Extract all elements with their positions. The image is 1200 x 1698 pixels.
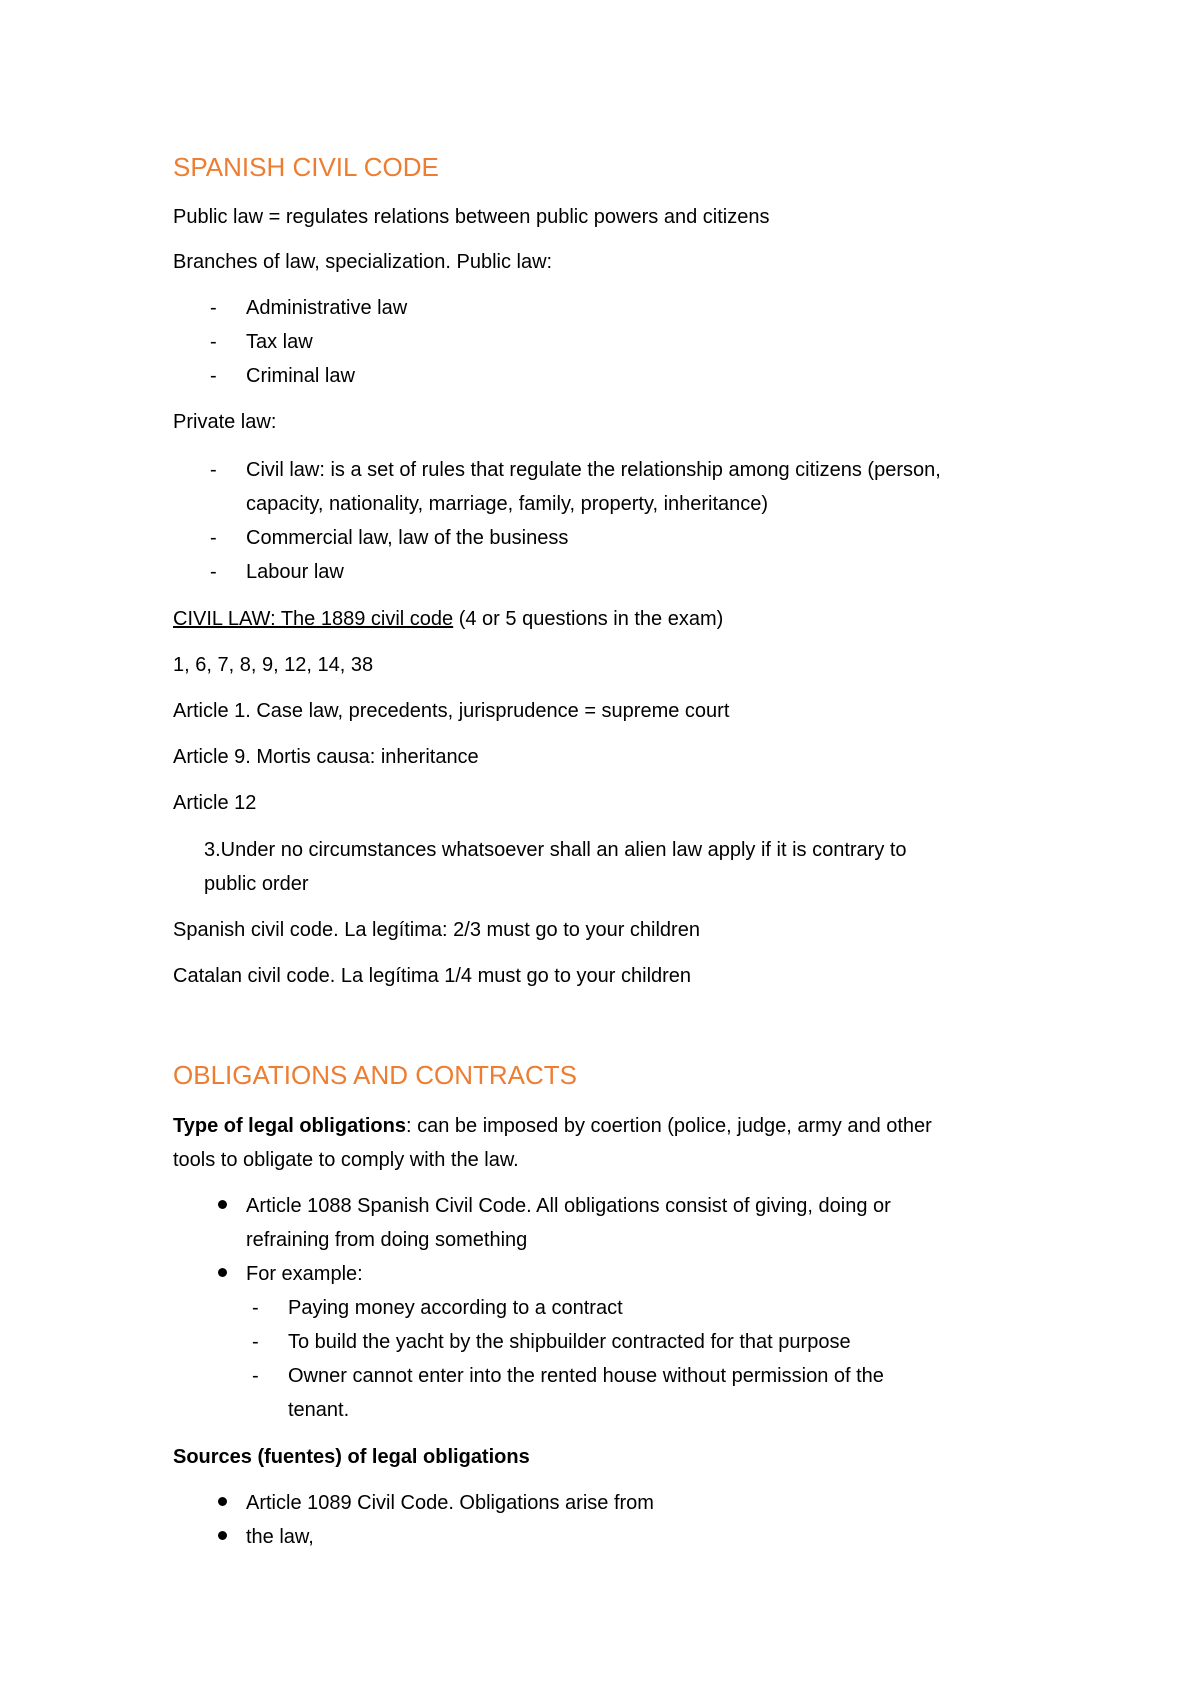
- type-of-obligations: [173, 1116, 932, 1136]
- bullet-icon: [218, 1531, 227, 1540]
- bullet-for-example: For example:: [246, 1263, 363, 1285]
- list-item-labour-law: Labour law: [246, 561, 344, 583]
- list-dash: -: [252, 1331, 259, 1353]
- list-item-civil-law-cont: capacity, nationality, marriage, family, property, inheritance): [246, 493, 769, 515]
- type-of-obligations-cont: tools to obligate to comply with the law.: [173, 1149, 519, 1171]
- list-item: Criminal law: [246, 365, 355, 387]
- article-9: Article 9. Mortis causa: inheritance: [173, 746, 479, 768]
- article-12-text-cont: public order: [204, 873, 309, 895]
- bullet-article-1089: Article 1089 Civil Code. Obligations arise from: [246, 1492, 654, 1514]
- example-item-cont: tenant.: [288, 1399, 350, 1421]
- branches-of-law: Branches of law, specialization. Public law:: [173, 251, 553, 273]
- list-dash: -: [210, 331, 217, 353]
- section-heading-spanish-civil-code: SPANISH CIVIL CODE: [173, 152, 439, 182]
- list-item-commercial-law: Commercial law, law of the business: [246, 527, 569, 549]
- article-1: Article 1. Case law, precedents, jurisprudence = supreme court: [173, 700, 730, 722]
- list-dash: -: [210, 561, 217, 583]
- catalan-legitima: Catalan civil code. La legítima 1/4 must go to your children: [173, 965, 692, 987]
- article-12-text: 3.Under no circumstances whatsoever shall an alien law apply if it is contrary to: [204, 839, 907, 861]
- list-item-civil-law: Civil law: is a set of rules that regulate the relationship among citizens (person,: [246, 459, 941, 481]
- bullet-the-law: the law,: [246, 1526, 314, 1548]
- bullet-article-1088-cont: refraining from doing something: [246, 1229, 528, 1251]
- list-dash: -: [210, 297, 217, 319]
- bullet-icon: [218, 1200, 227, 1209]
- spanish-legitima: Spanish civil code. La legítima: 2/3 must go to your children: [173, 919, 700, 941]
- public-law-definition: Public law = regulates relations between public powers and citizens: [173, 206, 770, 228]
- sources-heading: Sources (fuentes) of legal obligations: [173, 1446, 530, 1468]
- list-dash: -: [252, 1365, 259, 1387]
- example-item: Owner cannot enter into the rented house without permission of the: [288, 1365, 884, 1387]
- bullet-icon: [218, 1497, 227, 1506]
- civil-code-underlined: CIVIL LAW: The 1889 civil code: [173, 608, 454, 630]
- article-12: Article 12: [173, 792, 257, 814]
- civil-code-rest: (4 or 5 questions in the exam): [453, 608, 724, 630]
- example-item: Paying money according to a contract: [288, 1297, 623, 1319]
- bullet-article-1088: Article 1088 Spanish Civil Code. All obligations consist of giving, doing or: [246, 1195, 891, 1217]
- section-heading-obligations: OBLIGATIONS AND CONTRACTS: [173, 1060, 578, 1090]
- articles-list: 1, 6, 7, 8, 9, 12, 14, 38: [173, 654, 374, 676]
- list-dash: -: [210, 459, 217, 481]
- type-of-obligations-bold: Type of legal obligations: [173, 1115, 406, 1137]
- bullet-icon: [218, 1268, 227, 1277]
- list-dash: -: [210, 365, 217, 387]
- list-item: Administrative law: [246, 297, 408, 319]
- list-item: Tax law: [246, 331, 313, 353]
- example-item: To build the yacht by the shipbuilder contracted for that purpose: [288, 1331, 851, 1353]
- list-dash: -: [210, 527, 217, 549]
- list-dash: -: [252, 1297, 259, 1319]
- civil-code-line: [173, 609, 723, 629]
- private-law-label: Private law:: [173, 411, 277, 433]
- type-of-obligations-rest: : can be imposed by coertion (police, judge, army and other: [405, 1115, 932, 1137]
